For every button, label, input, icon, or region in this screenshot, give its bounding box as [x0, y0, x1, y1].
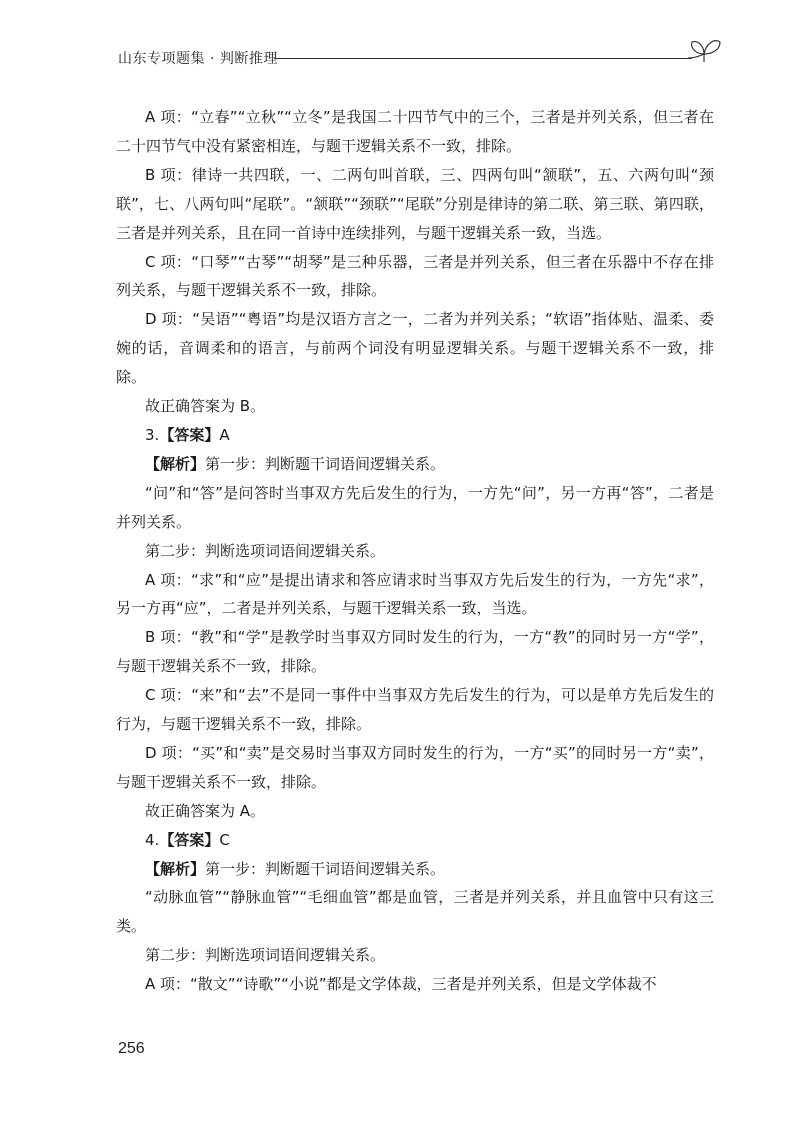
- answer-tag: 【答案】: [159, 425, 220, 444]
- option-c-analysis: C 项：“口琴”“古琴”“胡琴”是三种乐器，三者是并列关系，但三者在乐器中不存在排列关系，与题干逻辑关系不一致，排除。: [116, 252, 714, 300]
- analysis-step: 第一步：判断题干词语间逻辑关系。: [205, 454, 446, 473]
- option-b-analysis: B 项：“教”和“学”是教学时当事双方同时发生的行为，一方“教”的同时另一方“学”，与题干逻辑关系不一致，排除。: [116, 628, 714, 676]
- stem-analysis: “动脉血管”“静脉血管”“毛细血管”都是血管，三者是并列关系，并且血管中只有这三类。: [116, 888, 714, 936]
- running-header-title: 山东专项题集 · 判断推理: [118, 51, 278, 67]
- answer-value: A: [219, 425, 230, 444]
- option-d-analysis: D 项：“买”和“卖”是交易时当事双方同时发生的行为，一方“买”的同时另一方“卖”，与题干逻辑关系不一致，排除。: [116, 743, 714, 791]
- step-two: 第二步：判断选项词语间逻辑关系。: [145, 541, 386, 560]
- conclusion: 故正确答案为 A。: [145, 801, 266, 820]
- running-header: [118, 46, 718, 72]
- question-number: 3.: [145, 425, 160, 444]
- option-a-analysis: A 项：“散文”“诗歌”“小说”都是文学体裁，三者是并列关系，但是文学体裁不: [145, 975, 657, 994]
- question-3-answer: [116, 421, 714, 450]
- question-4-analysis: [116, 855, 714, 884]
- stem-analysis: “问”和“答”是问答时当事双方先后发生的行为，一方先“问”，另一方再“答”，二者是并列关系。: [116, 483, 714, 531]
- header-rule: [274, 58, 692, 59]
- analysis-tag: 【解析】: [145, 454, 206, 473]
- answer-value: C: [219, 830, 230, 849]
- option-d-analysis: D 项：“吴语”“粤语”均是汉语方言之一，二者为并列关系；“软语”指体贴、温柔、委婉的话，音调柔和的语言，与前两个词没有明显逻辑关系。与题干逻辑关系不一致，排除。: [116, 310, 714, 387]
- sprout-ornament-icon: [684, 32, 728, 72]
- question-number: 4.: [145, 830, 160, 849]
- option-a-analysis: A 项：“求”和“应”是提出请求和答应请求时当事双方先后发生的行为，一方先“求”，另一方再“应”，二者是并列关系，与题干逻辑关系一致，当选。: [116, 570, 714, 618]
- question-4-answer: [116, 826, 714, 855]
- step-two: 第二步：判断选项词语间逻辑关系。: [145, 946, 386, 965]
- option-a-analysis: A 项：“立春”“立秋”“立冬”是我国二十四节气中的三个，三者是并列关系，但三者在二十四节气中没有紧密相连，与题干逻辑关系不一致，排除。: [116, 108, 714, 155]
- analysis-tag: 【解析】: [145, 859, 206, 878]
- option-b-analysis: B 项：律诗一共四联，一、二两句叫首联，三、四两句叫“颔联”，五、六两句叫“颈联”，七、八两句叫“尾联”。“颔联”“颈联”“尾联”分别是律诗的第二联、第三联、第四联，三者是并列关系，且在同一首诗中连续排列，与题干逻辑关系一致，当选。: [116, 165, 714, 242]
- conclusion: 故正确答案为 B。: [145, 397, 266, 416]
- answer-tag: 【答案】: [159, 830, 220, 849]
- analysis-step: 第一步：判断题干词语间逻辑关系。: [205, 859, 446, 878]
- question-3-analysis: [116, 450, 714, 479]
- explanation-body: [116, 103, 714, 999]
- page-number: 256: [118, 1040, 145, 1057]
- option-c-analysis: C 项：“来”和“去”不是同一事件中当事双方先后发生的行为，可以是单方先后发生的行为，与题干逻辑关系不一致，排除。: [116, 686, 714, 734]
